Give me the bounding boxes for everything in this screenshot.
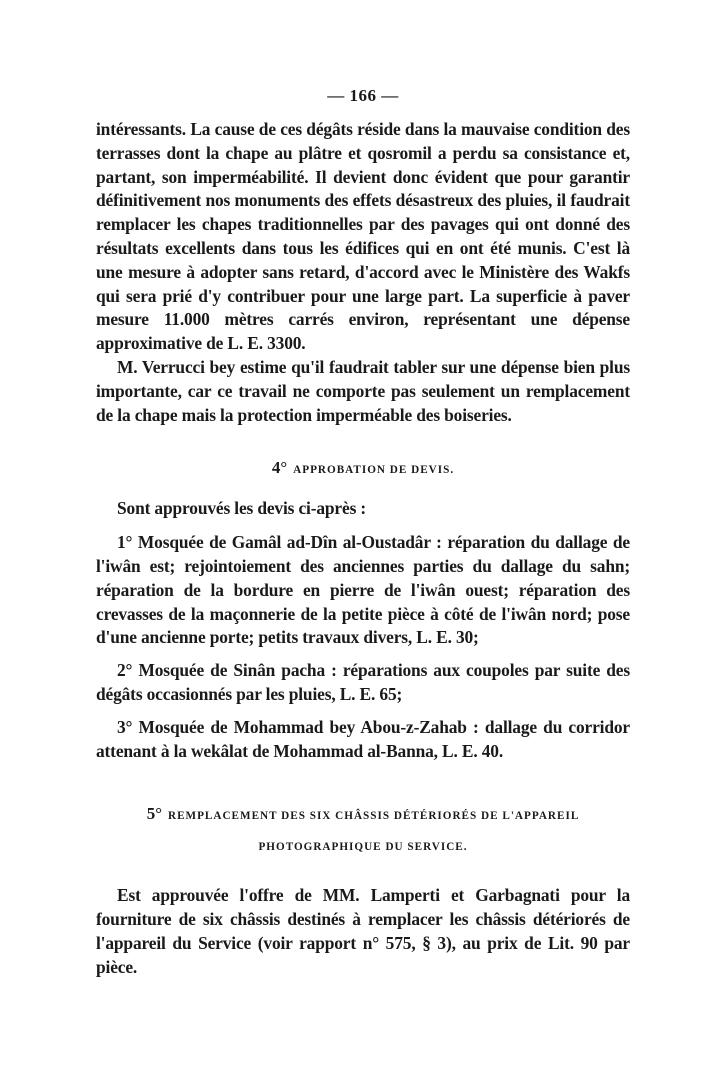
section-5-heading	[96, 803, 630, 858]
page-number: — 166 —	[327, 86, 399, 105]
section-5-title-line1: REMPLACEMENT DES SIX CHÂSSIS DÉTÉRIORÉS DE L'APPAREIL	[168, 810, 580, 823]
list-item: 2° Mosquée de Sinân pacha : réparations aux coupoles par suite des dégâts occasionnés par les pluies, L. E. 65;	[96, 660, 630, 704]
section-4-number: 4°	[271, 458, 288, 478]
list-item: 1° Mosquée de Gamâl ad-Dîn al-Oustadâr : réparation du dallage de l'iwân est; rejointoiement des anciennes parties du dallage du sahn; réparation de la bordure en pierre de l'iwân ouest; réparation des crevasses de la maçonnerie de la petite pièce à côté de l'iwân nord; pose d'une ancienne porte; petits travaux divers, L. E. 30;	[96, 532, 630, 648]
paragraph-verrucci: M. Verrucci bey estime qu'il faudrait tabler sur une dépense bien plus importante, car ce travail ne comporte pas seulement un remplacement de la chape mais la protection imperméable des boiseries.	[96, 356, 630, 425]
section-4-intro: Sont approuvés les devis ci-après :	[117, 498, 367, 519]
list-item: 3° Mosquée de Mohammad bey Abou-z-Zahab : dallage du corridor attenant à la wekâlat de Mohammad al-Banna, L. E. 40.	[96, 716, 630, 761]
section-5-text: Est approuvée l'offre de MM. Lamperti et Garbagnati pour la fourniture de six châssis destinés à remplacer les châssis détériorés de l'appareil du Service (voir rapport n° 575, § 3), au prix de Lit. 90 par pièce.	[96, 885, 630, 977]
section-5-number: 5°	[146, 804, 162, 824]
section-5-title-line2: PHOTOGRAPHIQUE DU SERVICE.	[258, 841, 468, 854]
section-4-title: APPROBATION DE DEVIS.	[293, 464, 455, 477]
section-4-heading	[96, 457, 630, 481]
document-page	[96, 86, 630, 980]
paragraph-continuation: intéressants. La cause de ces dégâts réside dans la mauvaise condition des terrasses dont la chape au plâtre et qosromil a perdu sa consistance et, partant, son imperméabilité. Il devient donc évident que pour garantir définitivement nos monuments des effets désastreux des pluies, il faudrait remplacer les chapes traditionnelles par des pavages qui ont donné des résultats excellents dans tous les édifices qui en ont été munis. C'est là une mesure à adopter sans retard, d'accord avec le Ministère des Wakfs qui sera prié d'y contribuer pour une large part. La superficie à paver mesure 11.000 mètres carrés environ, représentant une dépense approximative de L. E. 3300.	[96, 119, 630, 354]
